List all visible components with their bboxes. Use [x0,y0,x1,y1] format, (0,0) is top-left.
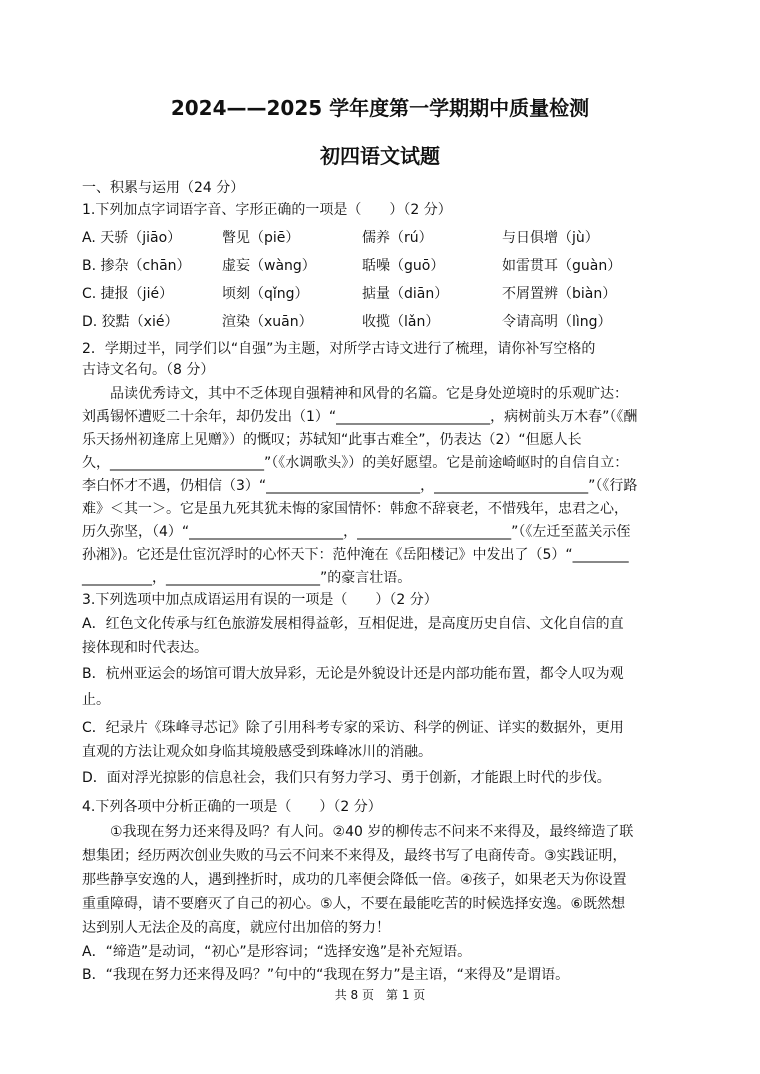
option-cell: A. 天骄（jiāo） [82,230,182,246]
q3-option-line: 直观的方法让观众如身临其境般感受到珠峰冰川的消融。 [82,744,432,760]
q1-option-row [82,256,642,276]
q4-passage-line: 重重障碍，请不要磨灭了自己的初心。⑤人，不要在最能吃苦的时候选择安逸。⑥既然想 [82,896,626,912]
option-cell: 收揽（lǎn） [362,314,440,330]
q3-option-line: C．纪录片《珠峰寻芯记》除了引用科考专家的采访、科学的例证、详实的数据外，更用 [82,720,624,736]
q1-option-row [82,284,642,304]
option-cell: C. 捷报（jié） [82,286,174,302]
q2-passage-line: 李白怀才不遇，仍相信（3）“______________________，______________________”（《行路 [82,478,638,494]
q2-passage-line: 历久弥坚，（4）“______________________，______________________”（《左迁至蓝关示侄 [82,524,631,540]
option-cell: 渲染（xuān） [222,314,313,330]
q3-option-line: D．面对浮光掠影的信息社会，我们只有努力学习、勇于创新，才能跟上时代的步伐。 [82,770,611,786]
q3-option-line: 接体现和时代表达。 [82,640,208,656]
q2-passage-line: 刘禹锡怀遭贬二十余年，却仍发出（1）“______________________，病树前头万木春”（《酬 [82,409,638,425]
q3-option-line: B．杭州亚运会的场馆可谓大放异彩，无论是外貌设计还是内部功能布置，都令人叹为观 [82,666,624,682]
q4-passage-line: ①我现在努力还来得及吗？有人问。②40 岁的柳传志不问来不来得及，最终缔造了联 [82,824,634,840]
q2-stem: 2．学期过半，同学们以“自强”为主题，对所学古诗文进行了梳理，请你补写空格的 [82,341,596,357]
q1-option-row [82,228,642,248]
q2-passage-line: 品读优秀诗文，其中不乏体现自强精神和风骨的名篇。它是身处逆境时的乐观旷达： [82,386,628,402]
q4-option-line: A．“缔造”是动词，“初心”是形容词；“选择安逸”是补充短语。 [82,944,472,960]
q4-stem: 4.下列各项中分析正确的一项是（ ）（2 分） [82,799,382,815]
option-cell: 顷刻（qǐng） [222,286,309,302]
option-cell: 儒养（rú） [362,230,433,246]
q2-passage-line: 乐天扬州初逢席上见赠》）的慨叹；苏轼知“此事古难全”，仍表达（2）“但愿人长 [82,432,582,448]
q4-passage-line: 达到别人无法企及的高度，就应付出加倍的努力！ [82,920,390,936]
q2-stem: 古诗文名句。（8 分） [82,362,215,378]
option-cell: 虚妄（wàng） [222,258,316,274]
option-cell: 瞥见（piē） [222,230,300,246]
option-cell: 与日俱增（jù） [502,230,599,246]
page-subtitle: 初四语文试题 [320,144,440,168]
option-cell: D. 狡黠（xié） [82,314,179,330]
q3-option-line: 止。 [82,692,110,708]
option-cell: 不屑置辨（biàn） [502,286,617,302]
q3-option-line: A．红色文化传承与红色旅游发展相得益彰，互相促进，是高度历史自信、文化自信的直 [82,616,624,632]
q4-passage-line: 那些静享安逸的人，遇到挫折时，成功的几率便会降低一倍。④孩子，如果老天为你设置 [82,872,627,888]
option-cell: 令请高明（lìng） [502,314,612,330]
q4-option-line: B．“我现在努力还来得及吗？”句中的“我现在努力”是主语，“来得及”是谓语。 [82,967,570,983]
q2-passage-line: __________，______________________”的豪言壮语。 [82,570,412,586]
option-cell: 掂量（diān） [362,286,449,302]
section-heading: 一、积累与运用（24 分） [82,180,245,196]
q2-passage-line: 孙湘》)。它还是仕宦沉浮时的心怀天下：范仲淹在《岳阳楼记》中发出了（5）“________ [82,547,629,563]
option-cell: 如雷贯耳（guàn） [502,258,622,274]
page-title: 2024——2025 学年度第一学期期中质量检测 [170,96,590,120]
q2-passage-line: 久，______________________”（《水调歌头》）的美好愿望。它是前途崎岖时的自信自立： [82,455,629,471]
page-footer: 共 8 页 第 1 页 [334,988,426,1002]
option-cell: 聒噪（guō） [362,258,445,274]
q3-stem: 3.下列选项中加点成语运用有误的一项是（ ）（2 分） [82,592,438,608]
q4-passage-line: 想集团；经历两次创业失败的马云不问来不来得及，最终书写了电商传奇。③实践证明， [82,848,627,864]
q1-option-row [82,312,642,332]
q2-passage-line: 难》＜其一＞。它是虽九死其犹未悔的家国情怀：韩愈不辞衰老，不惜残年，忠君之心， [82,501,628,517]
q1-stem: 1.下列加点字词语字音、字形正确的一项是（ ）（2 分） [82,202,452,218]
option-cell: B. 掺杂（chān） [82,258,191,274]
